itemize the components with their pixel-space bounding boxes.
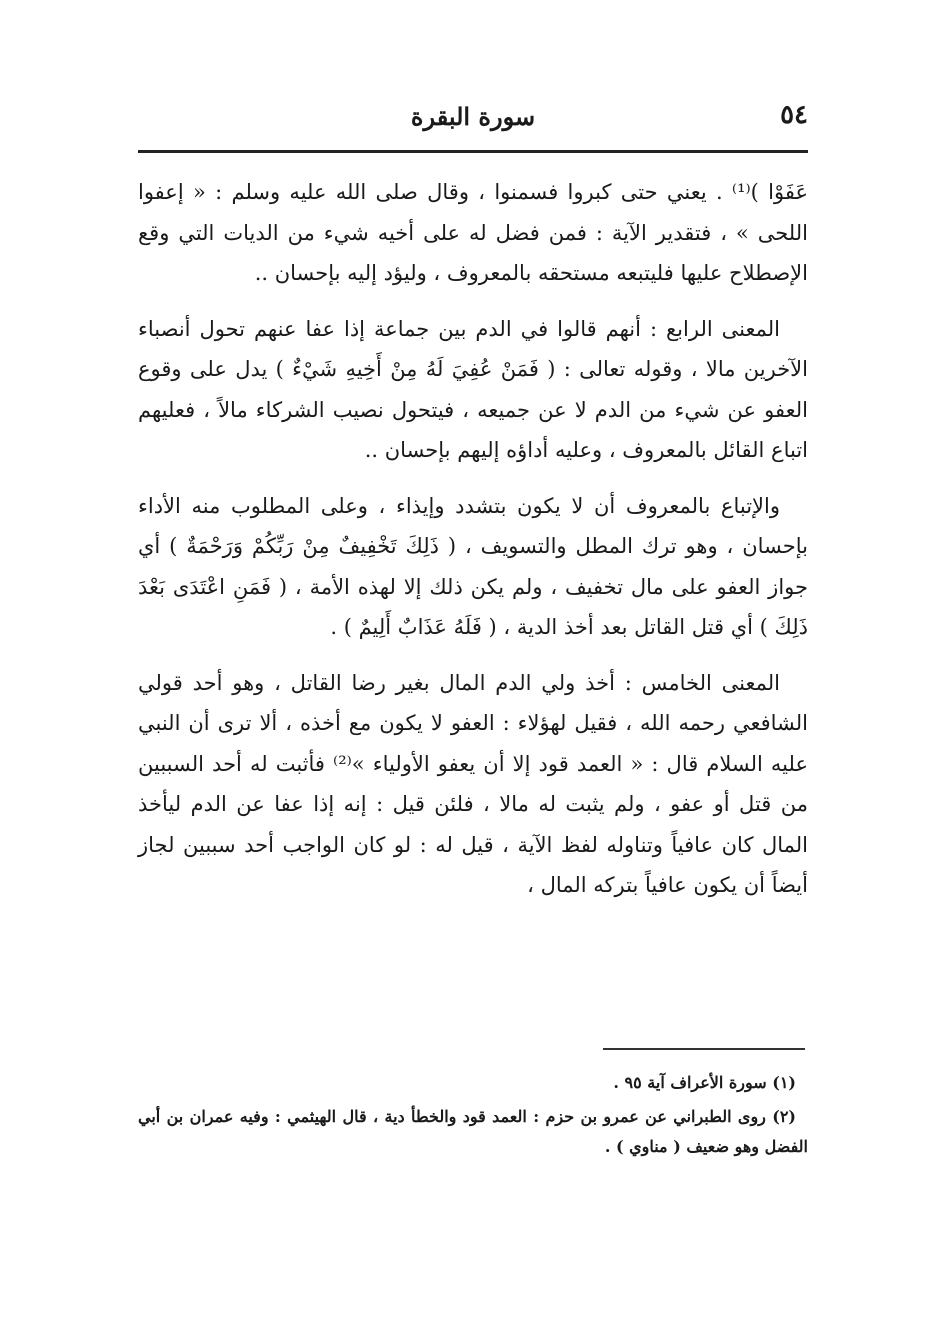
page-header xyxy=(138,100,808,146)
footnotes xyxy=(138,1068,808,1166)
paragraph-1: عَفَوْا )⁽¹⁾ . يعني حتى كبروا فسمنوا ، وقال صلى الله عليه وسلم : « إعفوا اللحى » ، فتقدير الآية : فمن فضل له على أخيه شيء من الديات التي وقع الإصطلاح عليها فليتبعه مستحقه بالمعروف ، وليؤد إليه بإحسان .. xyxy=(138,180,808,285)
footnote-2: (٢) روى الطبراني عن عمرو بن حزم : العمد قود والخطأ دية ، قال الهيثمي : وفيه عمران بن أبي الفضل وهو ضعيف ( مناوي ) . xyxy=(138,1107,808,1156)
main-text xyxy=(138,172,808,921)
footnote-1: (١) سورة الأعراف آية ٩٥ . xyxy=(613,1073,796,1092)
paragraph-4: المعنى الخامس : أخذ ولي الدم المال بغير رضا القاتل ، وهو أحد قولي الشافعي رحمه الله ، فقيل لهؤلاء : العفو لا يكون مع أخذه ، ألا ترى أن النبي عليه السلام قال : « العمد قود إلا أن يعفو الأولياء »⁽²⁾ فأثبت له أحد السببين من قتل أو عفو ، ولم يثبت له مالا ، فلئن قيل : إنه إذا عفا عن الدم ليأخذ المال كان عافياً وتناوله لفظ الآية ، قيل له : لو كان الواجب أحد سببين لجاز أيضاً أن يكون عافياً بتركه المال ، xyxy=(138,670,808,897)
footnote-rule xyxy=(603,1048,805,1050)
paragraph-2: المعنى الرابع : أنهم قالوا في الدم بين جماعة إذا عفا عنهم تحول أنصباء الآخرين مالا ، وقوله تعالى : ( فَمَنْ عُفِيَ لَهُ مِنْ أَخِيهِ شَيْءٌ ) يدل على وقوع العفو عن شيء من الدم لا عن جميعه ، فيتحول نصيب الشركاء مالاً ، فعليهم اتباع القائل بالمعروف ، وعليه أداؤه إليهم بإحسان .. xyxy=(138,316,808,462)
page-number: ٥٤ xyxy=(780,100,808,130)
paragraph-3: والإتباع بالمعروف أن لا يكون بتشدد وإيذاء ، وعلى المطلوب منه الأداء بإحسان ، وهو ترك المطل والتسويف ، ( ذَلِكَ تَخْفِيفٌ مِنْ رَبِّكُمْ وَرَحْمَةٌ ) أي جواز العفو على مال تخفيف ، ولم يكن ذلك إلا لهذه الأمة ، ( فَمَنِ اعْتَدَى بَعْدَ ذَلِكَ ) أي قتل القاتل بعد أخذ الدية ، ( فَلَهُ عَذَابٌ أَلِيمٌ ) . xyxy=(138,493,808,639)
running-title: سورة البقرة xyxy=(410,102,536,131)
header-rule xyxy=(138,150,808,153)
